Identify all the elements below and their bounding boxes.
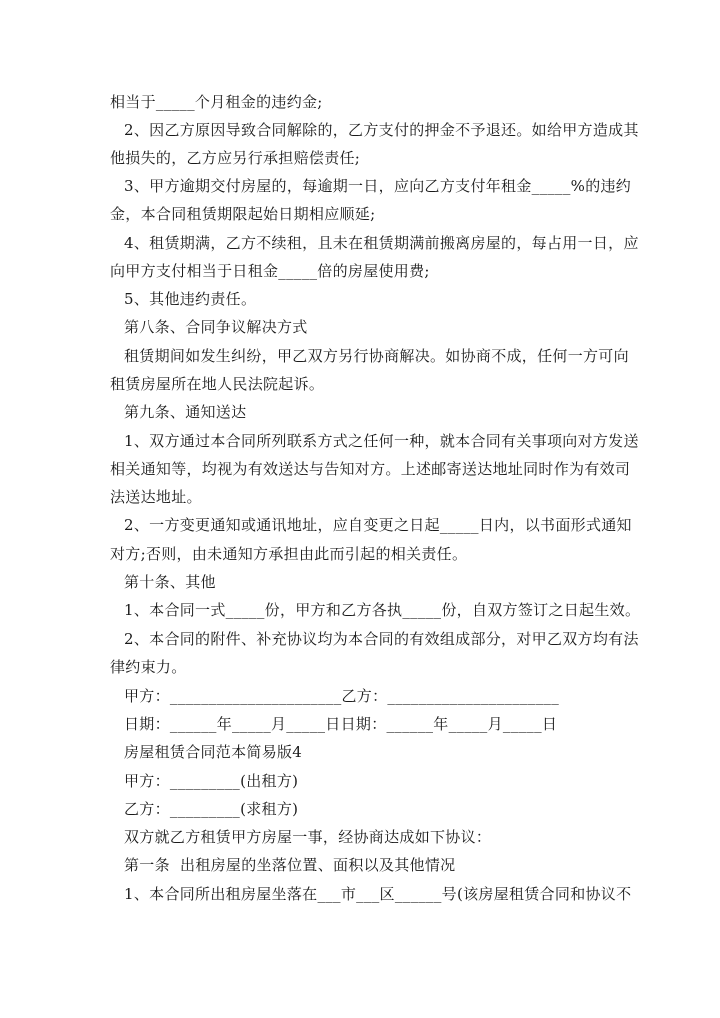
text-line: 2、本合同的附件、补充协议均为本合同的有效组成部分，对甲乙双方均有法 (124, 630, 639, 648)
section-heading: 第八条、合同争议解决方式 (124, 318, 308, 336)
date-line: 日期：______年_____月_____日日期：______年_____月_____日 (124, 715, 558, 733)
text-line: 1、双方通过本合同所列联系方式之任何一种，就本合同有关事项向对方发送 (124, 432, 639, 450)
text-line: 租赁房屋所在地人民法院起诉。 (110, 375, 325, 393)
text-line: 对方;否则，由未通知方承担由此而引起的相关责任。 (110, 545, 468, 563)
text-line: 租赁期间如发生纠纷，甲乙双方另行协商解决。如协商不成，任何一方可向 (124, 347, 629, 365)
text-line: 5、其他违约责任。 (124, 290, 257, 308)
text-line: 4、租赁期满，乙方不续租，且未在租赁期满前搬离房屋的，每占用一日，应 (124, 234, 639, 252)
signature-line: 甲方：______________________乙方：______________________ (124, 687, 560, 705)
text-line: 律约束力。 (110, 658, 187, 676)
text-line: 双方就乙方租赁甲方房屋一事，经协商达成如下协议： (124, 828, 492, 846)
text-line: 3、甲方逾期交付房屋的，每逾期一日，应向乙方支付年租金_____%的违约 (124, 177, 632, 195)
party-line: 甲方：_________(出租方) (124, 772, 299, 790)
text-line: 2、一方变更通知或通讯地址，应自变更之日起_____日内，以书面形式通知 (124, 516, 632, 534)
text-line: 向甲方支付相当于日租金_____倍的房屋使用费; (110, 262, 430, 280)
text-line: 他损失的，乙方应另行承担赔偿责任; (110, 149, 361, 167)
text-line: 金，本合同租赁期限起始日期相应顺延; (110, 205, 376, 223)
text-line: 1、本合同所出租房屋坐落在___市___区______号(该房屋租赁合同和协议不 (124, 885, 632, 903)
section-heading: 第十条、其他 (124, 573, 216, 591)
section-heading: 第九条、通知送达 (124, 403, 247, 421)
party-line: 乙方：_________(求租方) (124, 800, 299, 818)
section-heading: 第一条 出租房屋的坐落位置、面积以及其他情况 (124, 856, 456, 874)
text-line: 2、因乙方原因导致合同解除的，乙方支付的押金不予退还。如给甲方造成其 (124, 121, 639, 139)
text-line: 1、本合同一式_____份，甲方和乙方各执_____份，自双方签订之日起生效。 (124, 601, 641, 619)
text-line: 相关通知等，均视为有效送达与告知对方。上述邮寄送达地址同时作为有效司 (110, 460, 631, 478)
text-line: 法送达地址。 (110, 488, 202, 506)
document-title: 房屋租赁合同范本简易版4 (124, 743, 303, 761)
text-line: 相当于_____个月租金的违约金; (110, 93, 323, 111)
